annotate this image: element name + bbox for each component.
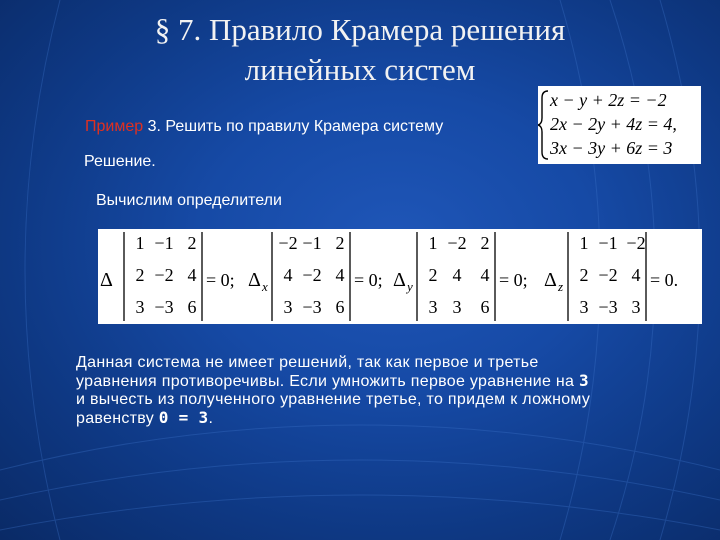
determinant-cell: −2 [447,233,467,253]
determinant-subscript-x: x [262,279,268,294]
determinant-value: = 0; [499,270,528,290]
determinant-value: = 0. [650,270,679,290]
equation-1: x − y + 2z = −2 [550,90,667,110]
equation-2: 2x − 2y + 4z = 4, [550,114,677,134]
example-text: 3. Решить по правилу Крамера систему [143,118,444,135]
determinant-cell: 1 [579,233,589,253]
determinant-cell: −1 [302,233,322,253]
determinant-label-main: Δ [100,269,113,291]
determinant-cell: 3 [135,297,145,317]
title-line-2: линейных систем [244,52,476,87]
determinant-cell: −2 [154,265,174,285]
determinant-cell: −2 [626,233,646,253]
slide-title [0,10,720,90]
conclusion-line-3: и вычесть из полученного уравнение третье, то придем к ложному [76,391,591,408]
determinant-cell: 3 [283,297,293,317]
determinant-cell: 4 [480,265,490,285]
solution-label: Решение. [84,153,156,170]
conclusion-line-2: уравнения противоречивы. Если умножить первое уравнение на [76,373,579,390]
determinant-label-z: Δ [544,269,557,291]
conclusion-paragraph [76,354,716,428]
determinant-cell: 1 [135,233,145,253]
determinant-cell: −1 [154,233,174,253]
determinant-cell: −3 [154,297,174,317]
equation-system [538,86,701,164]
determinant-cell: −2 [302,265,322,285]
determinant-cell: 2 [579,265,589,285]
determinant-cell: 4 [631,265,641,285]
determinant-value: = 0; [354,270,383,290]
determinant-cell: 3 [428,297,438,317]
end-period: . [208,410,214,427]
multiplier-value: 3 [578,371,589,390]
determinants-panel [98,229,702,324]
determinant-cell: 2 [187,233,197,253]
determinant-cell: 2 [428,265,438,285]
determinant-label-x: Δ [248,269,261,291]
determinant-cell: 6 [480,297,490,317]
system-brace [538,91,548,159]
determinant-cell: 4 [335,265,345,285]
determinant-cell: 1 [428,233,438,253]
determinant-cell: 2 [335,233,345,253]
example-label: Пример [85,118,144,135]
determinant-cell: 4 [452,265,462,285]
determinant-cell: 2 [480,233,490,253]
determinant-cell: 6 [335,297,345,317]
conclusion-line-1: Данная система не имеет решений, так как первое и третье [76,354,539,371]
example-statement [85,118,443,136]
determinant-cell: −3 [302,297,322,317]
conclusion-line-4: равенству [76,410,159,427]
determinant-subscript-y: y [407,279,413,294]
determinant-cell: −2 [278,233,298,253]
determinant-cell: −1 [598,233,618,253]
determinant-label-y: Δ [393,269,406,291]
compute-determinants-label: Вычислим определители [96,192,282,209]
determinant-cell: 4 [283,265,293,285]
title-line-1: § 7. Правило Крамера решения [154,12,566,47]
determinant-cell: 3 [452,297,462,317]
determinant-cell: 3 [631,297,641,317]
false-equality: 0 = 3 [158,408,209,427]
determinant-cell: 4 [187,265,197,285]
determinant-value: = 0; [206,270,235,290]
determinant-cell: −3 [598,297,618,317]
determinant-cell: 6 [187,297,197,317]
equation-3: 3x − 3y + 6z = 3 [550,138,673,158]
determinant-subscript-z: z [558,279,564,294]
determinant-cell: −2 [598,265,618,285]
determinant-cell: 2 [135,265,145,285]
determinant-cell: 3 [579,297,589,317]
